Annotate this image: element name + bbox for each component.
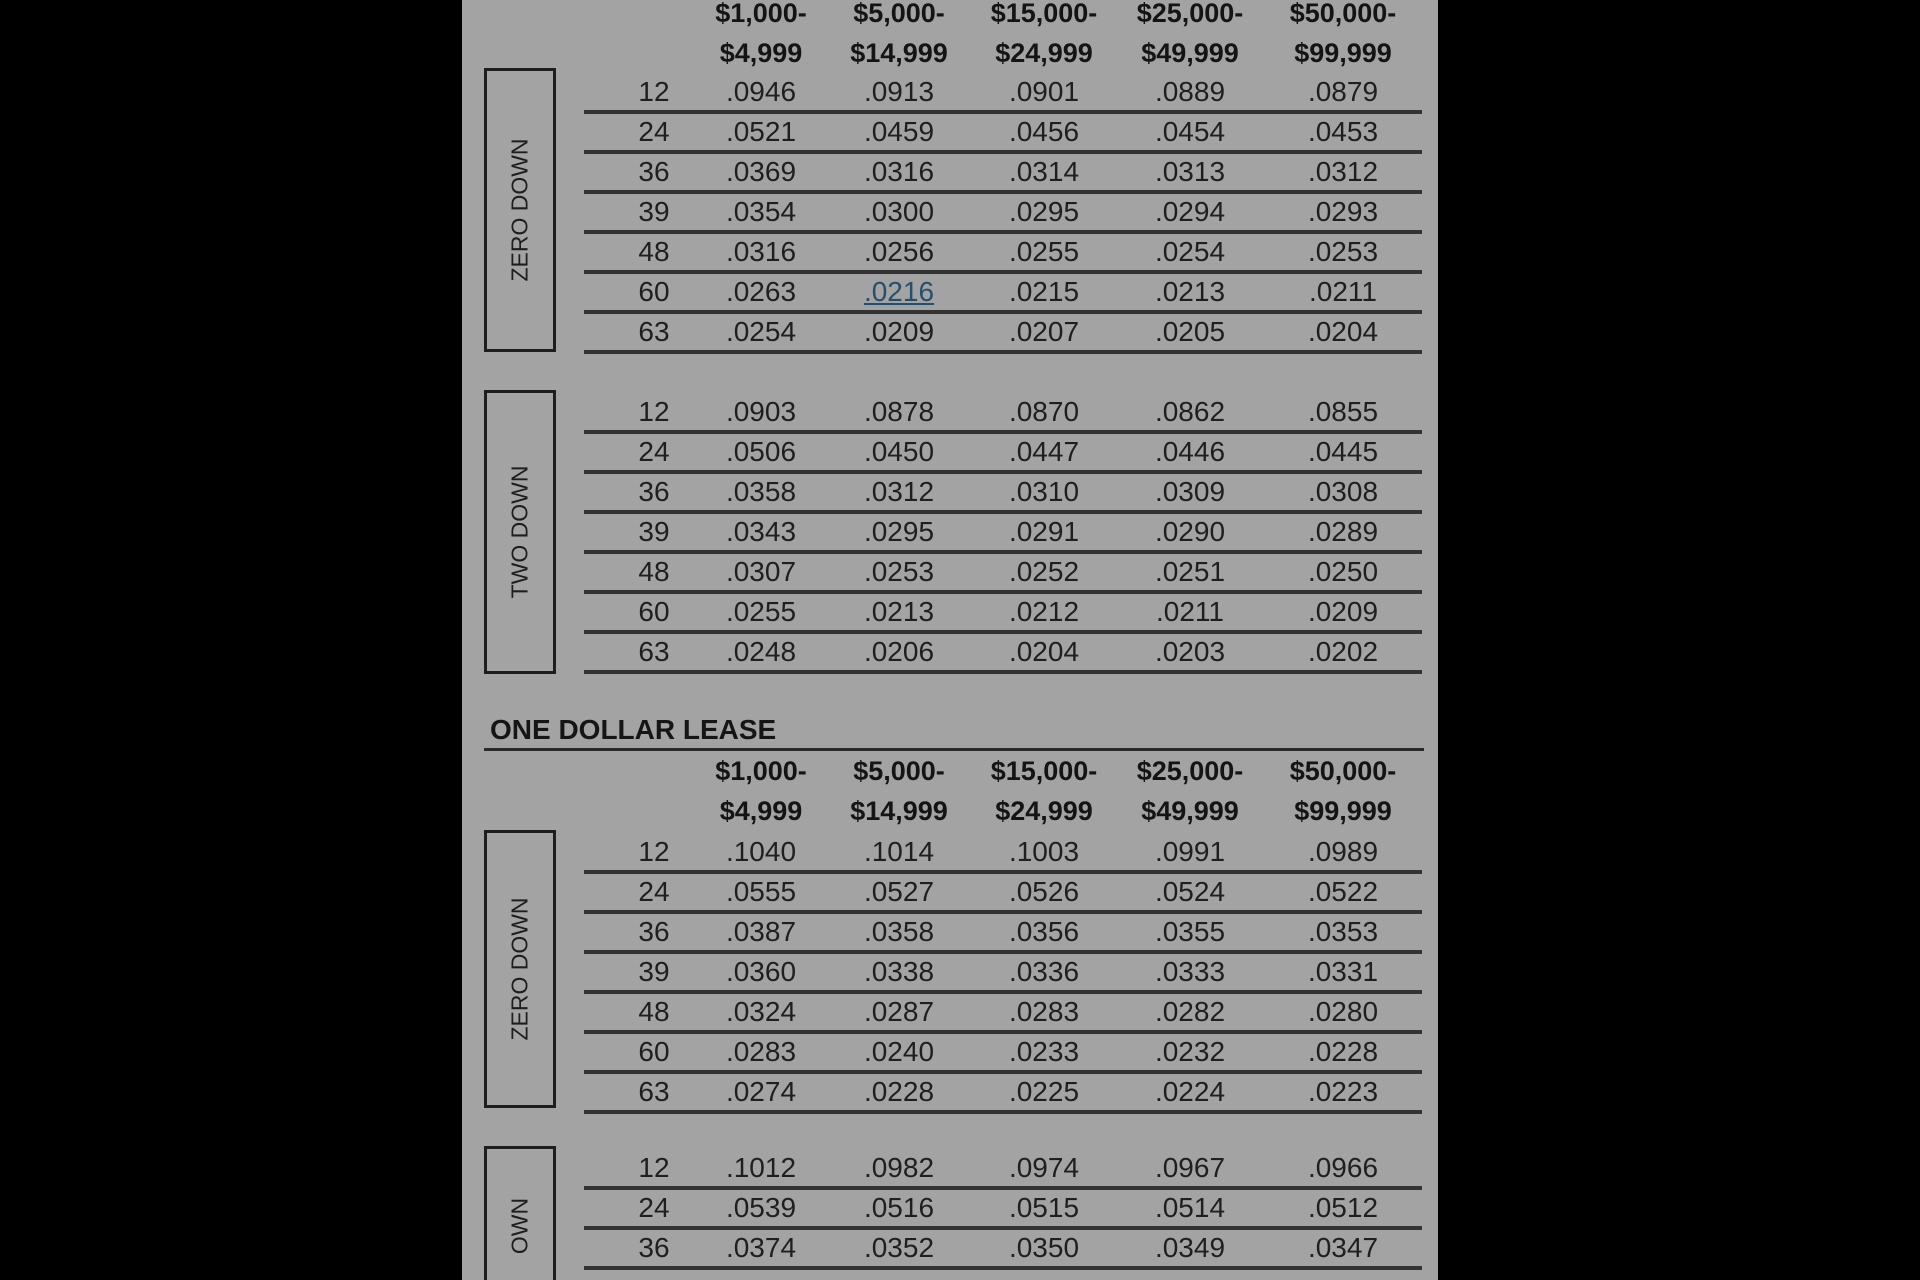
rate-cell: .0343 [725,516,797,547]
column-header: $5,000- [853,756,945,786]
table-row [584,994,1422,1034]
term-cell: 36 [638,156,670,187]
rate-cell: .0855 [1307,396,1379,427]
rate-cell: .0459 [863,116,935,147]
rate-cell: .0223 [1307,1076,1379,1107]
rate-cell: .0539 [725,1192,797,1223]
rate-cell: .1040 [725,836,797,867]
rate-cell: .0454 [1154,116,1226,147]
column-header: $24,999 [995,796,1093,826]
table-row [584,874,1422,914]
rate-cell: .0354 [725,196,797,227]
table-row [584,394,1422,434]
rate-cell: .1012 [725,1152,797,1183]
table-row [584,274,1422,314]
rate-cell: .0967 [1154,1152,1226,1183]
rate-cell: .0352 [863,1232,935,1263]
row-divider [584,1110,1422,1114]
table-row [584,834,1422,874]
rate-cell: .0350 [1008,1232,1080,1263]
term-cell: 39 [638,196,670,227]
rate-cell: .0224 [1154,1076,1226,1107]
rate-cell: .0453 [1307,116,1379,147]
rate-cell: .0901 [1008,76,1080,107]
rate-cell: .0521 [725,116,797,147]
term-cell: 63 [638,316,670,347]
section-title: ONE DOLLAR LEASE [490,714,777,745]
rate-cell: .0312 [863,476,935,507]
row-divider [584,350,1422,354]
rate-cell: .0316 [863,156,935,187]
rate-cell: .0879 [1307,76,1379,107]
rate-cell: .0295 [863,516,935,547]
term-cell: 60 [638,596,670,627]
term-cell: 36 [638,1232,670,1263]
column-header: $4,999 [719,796,803,826]
rate-cell: .0248 [725,636,797,667]
rate-cell: .0966 [1307,1152,1379,1183]
rate-cell: .0316 [725,236,797,267]
rate-cell: .0331 [1307,956,1379,987]
rate-cell: .0946 [725,76,797,107]
rate-cell: .0307 [725,556,797,587]
table-row [584,634,1422,674]
rate-cell: .0512 [1307,1192,1379,1223]
term-cell: 24 [638,116,670,147]
rate-cell: .0253 [863,556,935,587]
rate-cell: .0903 [725,396,797,427]
rate-cell: .0228 [863,1076,935,1107]
rate-cell: .0456 [1008,116,1080,147]
rate-cell: .0358 [863,916,935,947]
term-cell: 24 [638,436,670,467]
rate-cell: .0369 [725,156,797,187]
table-row [584,1034,1422,1074]
term-cell: 48 [638,236,670,267]
column-header: $24,999 [995,38,1093,68]
rate-cell: .0215 [1008,276,1080,307]
rate-cell: .0225 [1008,1076,1080,1107]
table-row [584,74,1422,114]
rate-cell: .0991 [1154,836,1226,867]
rate-cell: .0446 [1154,436,1226,467]
rate-cell: .0293 [1307,196,1379,227]
rate-cell: .0324 [725,996,797,1027]
rate-cell: .0355 [1154,916,1226,947]
column-header: $99,999 [1294,38,1392,68]
table-row [584,474,1422,514]
column-header: $15,000- [990,756,1098,786]
term-cell: 12 [638,396,670,427]
rate-cell: .0255 [1008,236,1080,267]
rate-cell: .0274 [725,1076,797,1107]
rate-cell: .0252 [1008,556,1080,587]
rate-cell: .0522 [1307,876,1379,907]
term-cell: 24 [638,876,670,907]
rate-cell: .0515 [1008,1192,1080,1223]
term-cell: 60 [638,1036,670,1067]
column-header: $4,999 [719,38,803,68]
section-title-rule [484,748,1424,751]
table-row [584,154,1422,194]
rate-cell: .0294 [1154,196,1226,227]
row-divider [584,1266,1422,1270]
rate-cell: .0450 [863,436,935,467]
group-label: ZERO DOWN [506,897,533,1041]
rate-cell: .0213 [1154,276,1226,307]
table-row [584,554,1422,594]
rate-cell: .0205 [1154,316,1226,347]
rate-cell: .0283 [725,1036,797,1067]
group-label-box [484,390,556,674]
column-header: $5,000- [853,0,945,28]
rate-cell: .0353 [1307,916,1379,947]
rate-cell: .0445 [1307,436,1379,467]
rate-cell: .0360 [725,956,797,987]
column-header: $25,000- [1136,0,1244,28]
rate-cell: .0232 [1154,1036,1226,1067]
rate-cell: .0287 [863,996,935,1027]
rate-cell: .0212 [1008,596,1080,627]
rate-cell: .0506 [725,436,797,467]
rate-cell: .0263 [725,276,797,307]
column-header: $99,999 [1294,796,1392,826]
group-label-box [484,830,556,1108]
table-row [584,234,1422,274]
column-header: $50,000- [1289,756,1397,786]
rate-cell: .0527 [863,876,935,907]
table-row [584,1150,1422,1190]
rate-cell: .0256 [863,236,935,267]
column-header: $50,000- [1289,0,1397,28]
table-row [584,314,1422,354]
rate-cell: .0254 [1154,236,1226,267]
rate-cell: .1014 [863,836,935,867]
term-cell: 48 [638,996,670,1027]
column-header: $25,000- [1136,756,1244,786]
rate-cell: .0913 [863,76,935,107]
rate-cell: .0211 [1156,596,1224,627]
table-row [584,114,1422,154]
rate-cell: .0889 [1154,76,1226,107]
rate-cell: .0555 [725,876,797,907]
rate-cell: .0204 [1307,316,1379,347]
rate-cell: .0514 [1154,1192,1226,1223]
rate-cell: .0349 [1154,1232,1226,1263]
table-row [584,914,1422,954]
rate-cell: .0209 [1307,596,1379,627]
rate-sheet [462,0,1438,1280]
table-row [584,954,1422,994]
rate-cell: .0312 [1307,156,1379,187]
rate-cell: .0524 [1154,876,1226,907]
group-label: TWO DOWN [506,465,533,599]
rate-cell: .0314 [1008,156,1080,187]
term-cell: 24 [638,1192,670,1223]
row-divider [584,670,1422,674]
rate-cell: .0333 [1154,956,1226,987]
rate-cell: .0233 [1008,1036,1080,1067]
term-cell: 12 [638,76,670,107]
rate-cell: .0447 [1008,436,1080,467]
rate-cell: .0862 [1154,396,1226,427]
column-header: $49,999 [1141,38,1239,68]
rate-cell: .0228 [1307,1036,1379,1067]
column-header: $14,999 [850,796,948,826]
rate-cell: .0878 [863,396,935,427]
term-cell: 36 [638,916,670,947]
rate-cell: .0251 [1154,556,1226,587]
column-header: $15,000- [990,0,1098,28]
term-cell: 63 [638,636,670,667]
rate-cell: .0374 [725,1232,797,1263]
rate-cell: .0290 [1154,516,1226,547]
rate-cell: .0240 [863,1036,935,1067]
rate-cell: .0253 [1307,236,1379,267]
column-header: $14,999 [850,38,948,68]
rate-cell: .0313 [1154,156,1226,187]
table-row [584,514,1422,554]
rate-cell: .0387 [725,916,797,947]
rate-cell: .0974 [1008,1152,1080,1183]
rate-cell: .0206 [863,636,935,667]
rate-cell: .1003 [1008,836,1080,867]
rate-cell: .0283 [1008,996,1080,1027]
term-cell: 36 [638,476,670,507]
rate-cell: .0204 [1008,636,1080,667]
group-label-box [484,1146,556,1280]
rate-cell: .0338 [863,956,935,987]
term-cell: 39 [638,516,670,547]
rate-cell: .0300 [863,196,935,227]
term-cell: 60 [638,276,670,307]
rate-cell: .0213 [863,596,935,627]
rate-cell: .0255 [725,596,797,627]
column-header: $1,000- [715,0,807,28]
rate-cell: .0211 [1309,276,1377,307]
rate-cell: .0336 [1008,956,1080,987]
rate-cell: .0516 [863,1192,935,1223]
rate-cell: .0209 [863,316,935,347]
rate-cell: .0282 [1154,996,1226,1027]
table-row [584,434,1422,474]
rate-cell: .0870 [1008,396,1080,427]
term-cell: 39 [638,956,670,987]
rate-cell: .0291 [1008,516,1080,547]
rate-cell: .0202 [1307,636,1379,667]
term-cell: 12 [638,836,670,867]
table-row [584,194,1422,234]
group-label: OWN [506,1197,533,1255]
table-row [584,594,1422,634]
rate-cell: .0310 [1008,476,1080,507]
column-header: $49,999 [1141,796,1239,826]
rate-cell: .0289 [1307,516,1379,547]
rate-cell: .0347 [1307,1232,1379,1263]
rate-cell: .0309 [1154,476,1226,507]
table-row [584,1190,1422,1230]
column-header: $1,000- [715,756,807,786]
rate-cell: .0356 [1008,916,1080,947]
term-cell: 48 [638,556,670,587]
table-row [584,1230,1422,1270]
rate-cell: .0207 [1008,316,1080,347]
rate-cell: .0308 [1307,476,1379,507]
rate-cell: .0989 [1307,836,1379,867]
term-cell: 63 [638,1076,670,1107]
rate-cell: .0526 [1008,876,1080,907]
rate-cell: .0250 [1307,556,1379,587]
group-label-box [484,68,556,352]
rate-cell-selected: .0216 [863,276,935,307]
rate-cell: .0280 [1307,996,1379,1027]
rate-cell: .0254 [725,316,797,347]
rate-cell: .0203 [1154,636,1226,667]
group-label: ZERO DOWN [506,138,533,282]
table-row [584,1074,1422,1114]
rate-cell: .0295 [1008,196,1080,227]
rate-cell: .0982 [863,1152,935,1183]
term-cell: 12 [638,1152,670,1183]
rate-cell: .0358 [725,476,797,507]
